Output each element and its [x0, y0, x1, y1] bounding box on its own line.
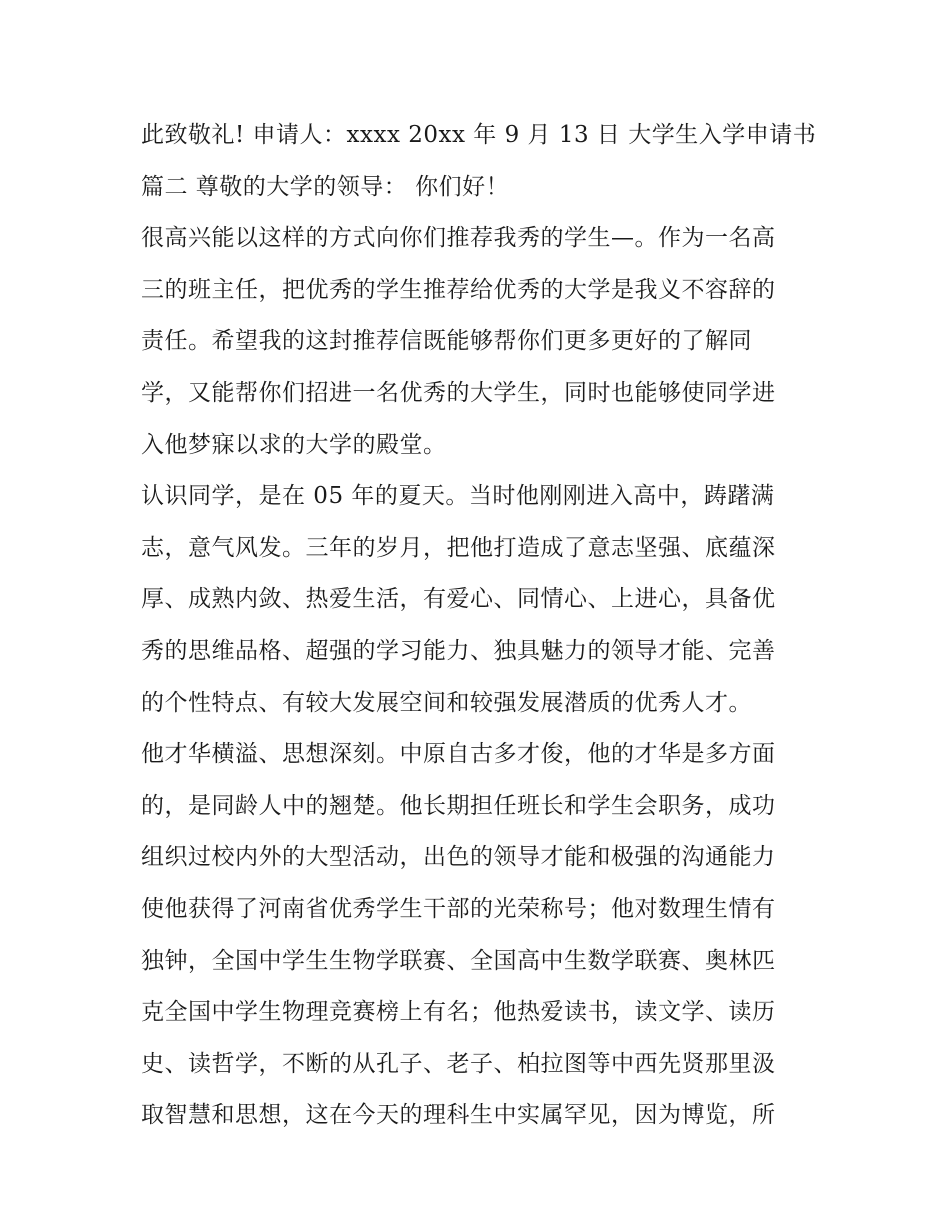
- text-line: 学，又能帮你们招进一名优秀的大学生，同时也能够使同学进: [141, 379, 776, 406]
- text-line: 的个性特点、有较大发展空间和较强发展潜质的优秀人才。: [141, 689, 752, 716]
- document-body: [141, 110, 821, 1142]
- text-line: 取智慧和思想，这在今天的理科生中实属罕见，因为博览，所: [141, 1102, 776, 1129]
- text-line: 此致敬礼! 申请人：xxxx 20xx 年 9 月 13 日 大学生入学申请书: [141, 122, 817, 148]
- text-line: 克全国中学生物理竞赛榜上有名；他热爱读书，读文学、读历: [141, 999, 776, 1026]
- text-line: 秀的思维品格、超强的学习能力、独具魅力的领导才能、完善: [141, 637, 776, 664]
- text-line: 独钟，全国中学生生物学联赛、全国高中生数学联赛、奥林匹: [141, 947, 776, 974]
- text-line: 入他梦寐以求的大学的殿堂。: [141, 431, 447, 458]
- text-line: 三的班主任，把优秀的学生推荐给优秀的大学是我义不容辞的: [141, 276, 776, 303]
- text-line: 责任。希望我的这封推荐信既能够帮你们更多更好的了解同: [141, 328, 752, 355]
- text-line: 厚、成熟内敛、热爱生活，有爱心、同情心、上进心，具备优: [141, 586, 776, 613]
- text-line: 组织过校内外的大型活动，出色的领导才能和极强的沟通能力: [141, 844, 776, 871]
- text-line: 使他获得了河南省优秀学生干部的光荣称号；他对数理生情有: [141, 895, 776, 922]
- text-line: 他才华横溢、思想深刻。中原自古多才俊，他的才华是多方面: [141, 741, 776, 768]
- text-line: 很高兴能以这样的方式向你们推荐我秀的学生—。作为一名高: [141, 225, 776, 252]
- text-line: 认识同学，是在 05 年的夏天。当时他刚刚进入高中，踌躇满: [141, 483, 775, 510]
- text-line: 史、读哲学，不断的从孔子、老子、柏拉图等中西先贤那里汲: [141, 1050, 776, 1077]
- text-line: 的，是同龄人中的翘楚。他长期担任班长和学生会职务，成功: [141, 792, 776, 819]
- text-line: 篇二 尊敬的大学的领导： 你们好！: [141, 173, 510, 200]
- text-line: 志，意气风发。三年的岁月，把他打造成了意志坚强、底蕴深: [141, 534, 776, 561]
